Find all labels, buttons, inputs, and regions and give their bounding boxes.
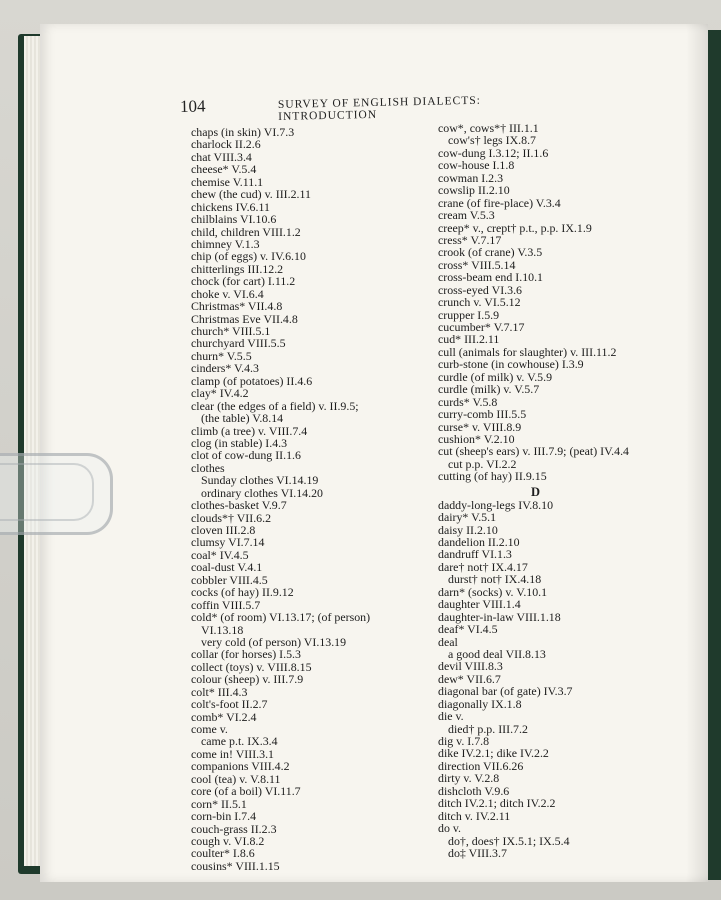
index-entry: cheese* V.5.4 [191,162,257,177]
index-subentry: ordinary clothes VI.14.20 [201,485,323,500]
right-binding-edge [708,30,721,880]
index-entry: Christmas* VII.4.8 [191,299,283,314]
index-entry: daisy II.2.10 [438,522,498,537]
index-entry: chimney V.1.3 [191,236,260,251]
index-subentry: Sunday clothes VI.14.19 [201,473,319,488]
index-entry: diagonal bar (of gate) IV.3.7 [438,684,573,699]
index-entry: daddy-long-legs IV.8.10 [438,497,554,512]
index-entry: comb* VI.2.4 [191,709,257,724]
index-entry: dare† not† IX.4.17 [438,559,528,574]
index-entry: curb-stone (in cowhouse) I.3.9 [438,357,584,372]
index-entry: chilblains VI.10.6 [191,212,277,227]
index-entry: couch-grass II.2.3 [191,821,277,836]
index-entry: cross-beam end I.10.1 [438,270,544,285]
index-entry: corn* II.5.1 [191,796,247,811]
index-entry: crook (of crane) V.3.5 [438,245,543,260]
page-clip-inner [0,463,94,521]
index-entry: dandelion II.2.10 [438,535,520,549]
index-entry: chaps (in skin) VI.7.3 [191,125,295,139]
index-entry: chemise V.11.1 [191,174,264,189]
index-entry: child, children VIII.1.2 [191,224,301,239]
index-entry: cow*, cows*† III.1.1 [438,121,539,135]
index-entry: cow-dung I.3.12; II.1.6 [438,145,549,160]
index-entry: die v. [438,709,464,724]
index-entry: cloven III.2.8 [191,523,256,537]
index-subentry: durst† not† IX.4.18 [448,572,542,587]
index-entry: core (of a boil) VI.11.7 [191,784,301,799]
index-subentry: (the table) V.8.14 [201,411,284,426]
index-entry: cocks (of hay) II.9.12 [191,585,294,600]
page-number: 104 [179,96,206,116]
running-title: SURVEY OF ENGLISH DIALECTS: INTRODUCTION [277,94,482,123]
index-entry: cold* (of room) VI.13.17; (of person) [191,610,371,625]
index-entry: corn-bin I.7.4 [191,809,257,824]
index-entry: cross-eyed VI.3.6 [438,282,522,297]
index-entry: coal* IV.4.5 [191,547,249,562]
index-entry: cowman I.2.3 [438,170,504,185]
index-entry: clouds*† VII.6.2 [191,510,272,525]
index-entry: do v. [438,821,462,836]
index-entry: dishcloth V.9.6 [438,783,510,798]
index-entry: chat VIII.3.4 [191,149,252,164]
index-entry: ditch v. IV.2.11 [438,808,511,823]
index-entry: cucumber* V.7.17 [438,320,525,334]
index-entry: ditch IV.2.1; ditch IV.2.2 [438,796,556,811]
section-letter-heading: D [530,484,541,499]
index-entry: choke v. VI.6.4 [191,286,264,301]
index-entry: climb (a tree) v. VIII.7.4 [191,423,308,438]
index-entry: creep* v., crept† p.t., p.p. IX.1.9 [438,220,592,235]
index-subentry: died† p.p. III.7.2 [448,721,528,736]
index-entry: churchyard VIII.5.5 [191,336,286,351]
index-entry: Christmas Eve VII.4.8 [191,311,298,326]
index-entry: clog (in stable) I.4.3 [191,435,288,450]
index-entry: daughter-in-law VIII.1.18 [438,609,561,624]
index-entry: cinders* V.4.3 [191,361,259,376]
index-entry: clay* IV.4.2 [191,386,249,401]
index-entry: come v. [191,722,228,736]
index-column-right [438,122,698,859]
index-entry: cut (sheep's ears) v. III.7.9; (peat) IV.4.4 [438,444,630,459]
index-entry: curdle (of milk) v. V.5.9 [438,369,553,384]
index-entry: clot of cow-dung II.1.6 [191,448,301,463]
index-entry: devil VIII.8.3 [438,659,503,674]
index-entry: cud* III.2.11 [438,332,500,347]
index-entry: darn* (socks) v. V.10.1 [438,584,548,599]
index-entry: dew* VII.6.7 [438,671,501,686]
index-entry: cutting (of hay) II.9.15 [438,469,547,484]
index-entry: cull (animals for slaughter) v. III.11.2 [438,344,617,359]
index-entry: chickens IV.6.11 [191,199,270,214]
index-entry: clothes [191,460,225,475]
index-subentry: cut p.p. VI.2.2 [448,456,517,471]
index-entry: crane (of fire-place) V.3.4 [438,195,561,210]
index-entry: cowslip II.2.10 [438,183,510,198]
index-section-c [438,122,698,483]
index-entry: coulter* I.8.6 [191,846,255,861]
index-entry: cousins* VIII.1.15 [191,858,280,873]
index-entry: chip (of eggs) v. IV.6.10 [191,249,306,264]
index-entry: crunch v. VI.5.12 [438,295,521,310]
index-entry: charlock II.2.6 [191,137,261,152]
index-entry: churn* V.5.5 [191,348,252,363]
index-subentry: a good deal VII.8.13 [448,646,546,661]
index-entry: clear (the edges of a field) v. II.9.5; [191,398,359,413]
index-entry: dandruff VI.1.3 [438,547,512,562]
index-entry: collect (toys) v. VIII.8.15 [191,659,312,674]
index-entry: curdle (milk) v. V.5.7 [438,382,540,397]
index-section-d [438,499,698,860]
index-entry: curse* v. VIII.8.9 [438,419,522,434]
index-entry: dairy* V.5.1 [438,510,497,525]
index-entry: cream V.5.3 [438,208,495,223]
index-entry: deaf* VI.4.5 [438,622,498,637]
index-entry: colt* III.4.3 [191,684,248,699]
index-entry: dirty v. V.2.8 [438,771,500,786]
index-entry: coffin VIII.5.7 [191,597,261,612]
index-entry: daughter VIII.1.4 [438,597,521,612]
index-entry: cow-house I.1.8 [438,158,515,173]
index-subentry: do†, does† IX.5.1; IX.5.4 [448,833,570,848]
index-entry: come in! VIII.3.1 [191,746,274,761]
index-entry: colour (sheep) v. III.7.9 [191,672,304,687]
index-entry: direction VII.6.26 [438,758,524,773]
index-entry: dike IV.2.1; dike IV.2.2 [438,746,549,761]
index-entry: chitterlings III.12.2 [191,261,284,276]
index-column-left [191,126,431,872]
index-subentry: do‡ VIII.3.7 [448,845,507,860]
index-entry: companions VIII.4.2 [191,759,290,774]
index-entry: chew (the cud) v. III.2.11 [191,187,311,202]
index-entry: cushion* V.2.10 [438,431,515,446]
index-entry: cross* VIII.5.14 [438,257,516,272]
index-entry: collar (for horses) I.5.3 [191,647,301,662]
index-entry: curds* V.5.8 [438,394,498,409]
index-entry: curry-comb III.5.5 [438,407,527,422]
index-entry: chock (for cart) I.11.2 [191,274,296,289]
index-subentry: VI.13.18 [201,622,244,637]
index-subentry: came p.t. IX.3.4 [201,734,278,749]
index-entry: clamp (of potatoes) II.4.6 [191,373,313,388]
index-entry: dig v. I.7.8 [438,734,490,748]
index-subentry: cow's† legs IX.8.7 [448,133,537,148]
index-entry: clumsy VI.7.14 [191,535,265,550]
index-entry: colt's-foot II.2.7 [191,697,268,712]
index-entry: clothes-basket V.9.7 [191,498,287,513]
index-entry: diagonally IX.1.8 [438,696,522,711]
index-entry: cress* V.7.17 [438,232,502,247]
index-subentry: very cold (of person) VI.13.19 [201,634,347,649]
index-entry: cough v. VI.8.2 [191,833,265,848]
index-entry: crupper I.5.9 [438,307,500,322]
index-entry: cobbler VIII.4.5 [191,572,268,587]
index-entry: church* VIII.5.1 [191,324,271,338]
index-entry: coal-dust V.4.1 [191,560,263,575]
index-entry: deal [438,634,458,649]
index-entry: cool (tea) v. V.8.11 [191,771,281,786]
